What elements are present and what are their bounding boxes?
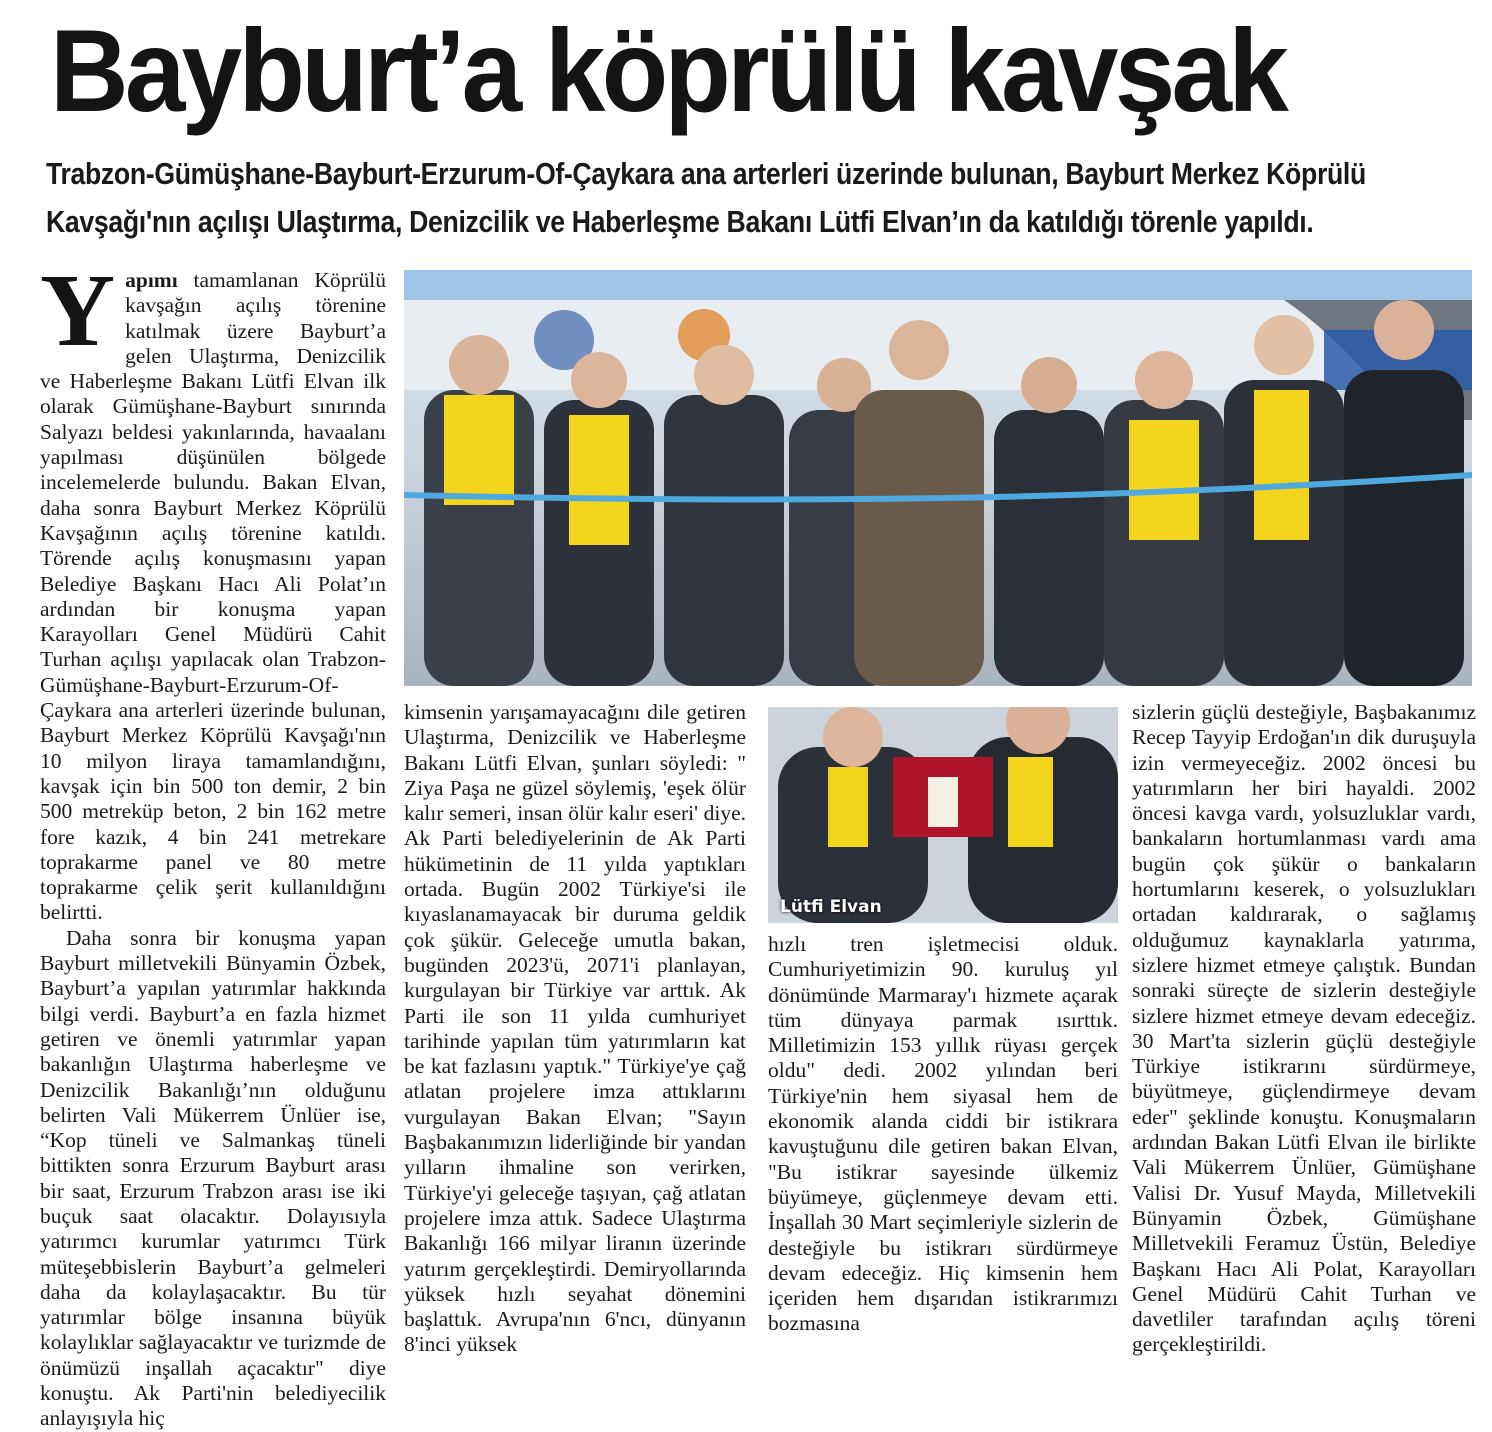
plaque	[928, 777, 958, 827]
paragraph-4: hızlı tren işletmecisi olduk. Cumhuriyetimizin 90. kuruluş yıl dönümünde Marmaray'ı hizmete açarak tüm dünyaya parmak ısırttık. Milletimizin 153 yıllık rüyası gerçek oldu" dedi. 2002 yılından beri Türkiye'nin hem siyasal hem de ekonomik alanda ciddi bir istikrara kavuştuğunu dile getiren bakan Elvan, "Bu istikrar sayesinde ülkemiz büyümeye, güçlenmeye devam etti. İnşallah 30 Mart seçimleriyle sizlerin de desteğiyle bu istikrarı sürdürmeye devam edeceğiz. Hiç kimsenin hem içeriden hem dışarıdan istikrarımızı bozmasına	[768, 932, 1118, 1336]
spot-line-2: Kavşağı'nın açılışı Ulaştırma, Denizcilik ve Haberleşme Bakanı Lütfi Elvan’ın da katıldığı törenle yapıldı.	[46, 204, 1314, 239]
paragraph-1-text: tamamlanan Köprülü kavşağın açılış törenine katılmak üzere Bayburt’a gelen Ulaştırma, Denizcilik ve Haberleşme Bakanı Lütfi Elvan ilk olarak Gümüşhane-Bayburt sınırında Salyazı beldesi yakınlarında, havaalanı yapılması düşünülen bölgede incelemelerde bulundu. Bakan Elvan, daha sonra Bayburt Merkez Köprülü Kavşağının açılış törenine katıldı. Törende açılış konuşmasını yapan Belediye Başkanı Hacı Ali Polat’ın ardından bir konuşma yapan Karayolları Genel Müdürü Cahit Turhan açılışı yapılacak olan Trabzon-Gümüşhane-Bayburt-Erzurum-Of-Çaykara ana arterleri üzerinde bulunan, Bayburt Merkez Köprülü Kavşağı'nın 10 milyon liraya tamamlandığını, kavşak için bin 500 ton demir, 2 bin 500 metreküp beton, 2 bin 162 metre fore kazık, 4 bin 241 metrekare toprakarme panel ve 80 metre toprakarme çelik şerit kullanıldığını belirtti.	[40, 268, 386, 925]
article-column-4	[1132, 700, 1476, 1358]
photo-caption: Lütfi Elvan	[780, 897, 882, 917]
spot-text	[46, 150, 1476, 246]
ribbon-cutting-illustration	[404, 270, 1472, 686]
article-column-1	[40, 253, 386, 1432]
plaque-illustration	[768, 707, 1118, 923]
paragraph-2: Daha sonra bir konuşma yapan Bayburt milletvekili Bünyamin Özbek, Bayburt’a yapılan yatırımlar hakkında bilgi verdi. Bayburt’a en fazla hizmet getiren ve önemli yatırımlar yapan bakanlığın Ulaştırma haberleşme ve Denizcilik Bakanlığı’nın olduğunu belirten Vali Mükerrem Ünlüer ise, “Kop tüneli ve Salmankaş tüneli bittikten sonra Erzurum Bayburt arası bir saat, Erzurum Trabzon arası ise iki buçuk saat olacaktır. Dolayısıyla yatırımcı kurumlar yatırımcı Türk müteşebbislerin Bayburt’a gelmeleri daha da kolaylaşacaktır. Bu tür yatırımlar bölge insanına büyük kolaylıklar sağlayacaktır ve turizmde de önümüzü inşallah açacaktır" diye konuştu. Ak Parti'nin belediyecilik anlayışıyla hiç	[40, 925, 386, 1431]
paragraph-3: kimsenin yarışamayacağını dile getiren Ulaştırma, Denizcilik ve Haberleşme Bakanı Lütfi Elvan, şunları söyledi: " Ziya Paşa ne güzel söylemiş, 'eşek ölür kalır semeri, insan ölür kalır eseri' diye. Ak Parti belediyelerinin de Ak Parti hükümetinin de 11 yılda yaptıkları ortada. Bugün 2002 Türkiye'si ile kıyaslanamayacak bir duruma geldik çok şükür. Geleceğe umutla bakan, bugünden 2023'ü, 2071'i planlayan, kurgulayan bir Türkiye var arttık. Ak Parti ile son 11 yılda cumhuriyet tarihinde yapılan tüm yatırımların kat be kat fazlasını yaptık." Türkiye'ye çağ atlatan projelere imza attıklarını vurgulayan Bakan Elvan; "Sayın Başbakanımızın liderliğinde bir yandan yılların ihmaline son verirken, Türkiye'yi geleceğe taşıyan, çağ atlatan projelere imza attık. Sadece Ulaştırma Bakanlığı 166 milyar liranın üzerinde yatırım gerçekleştirdi. Demiryollarında yüksek hızlı seyahat dönemini başlattık. Avrupa'nın 6'ncı, dünyanın 8'inci yüksek	[404, 700, 746, 1357]
article-column-2	[404, 700, 746, 1358]
tent-canopy	[404, 270, 1472, 300]
plaque-presentation-photo	[768, 707, 1118, 923]
ribbon-cutting-photo	[404, 270, 1472, 686]
paragraph-5: sizlerin güçlü desteğiyle, Başbakanımız Recep Tayyip Erdoğan'ın dik duruşuyla izin vermeyeceğiz. 2002 öncesi bu yatırımların her biri hayaldi. 2002 öncesi kavga vardı, yolsuzluklar vardı, bankaların hortumlanması vardı ama bugün çok şükür o bankaların hortumlarını keserek, o yolsuzlukları ortadan kaldırarak, o sağlamış olduğumuz kaynaklarla yatırıma, sizlere hizmet etmeye çalıştık. Bundan sonraki süreçte de sizlerin desteğiyle sizlere hizmet etmeye devam edeceğiz. 30 Mart'ta sizlerin güçlü desteğiyle Türkiye istikrarını sürdürmeye, büyütmeye, güçlendirmeye devam eder" şeklinde konuştu. Konuşmaların ardından Bakan Lütfi Elvan ile birlikte Vali Mükerrem Ünlüer, Gümüşhane Valisi Dr. Yusuf Mayda, Milletvekili Bünyamin Özbek, Gümüşhane Milletvekili Feramuz Üstün, Belediye Başkanı Hacı Ali Polat, Karayolları Genel Müdürü Cahit Turhan ve davetliler tarafından açılış töreni gerçekleştirildi.	[1132, 700, 1476, 1357]
drop-cap: Y	[40, 253, 116, 368]
article-column-3	[768, 932, 1118, 1337]
paragraph-1	[40, 253, 386, 926]
spot-line-1: Trabzon-Gümüşhane-Bayburt-Erzurum-Of-Çaykara ana arterleri üzerinde bulunan, Bayburt Merkez Köprülü	[46, 156, 1366, 191]
lead-word: apımı	[125, 268, 178, 292]
headline: Bayburt’a köprülü kavşak	[50, 5, 1286, 136]
